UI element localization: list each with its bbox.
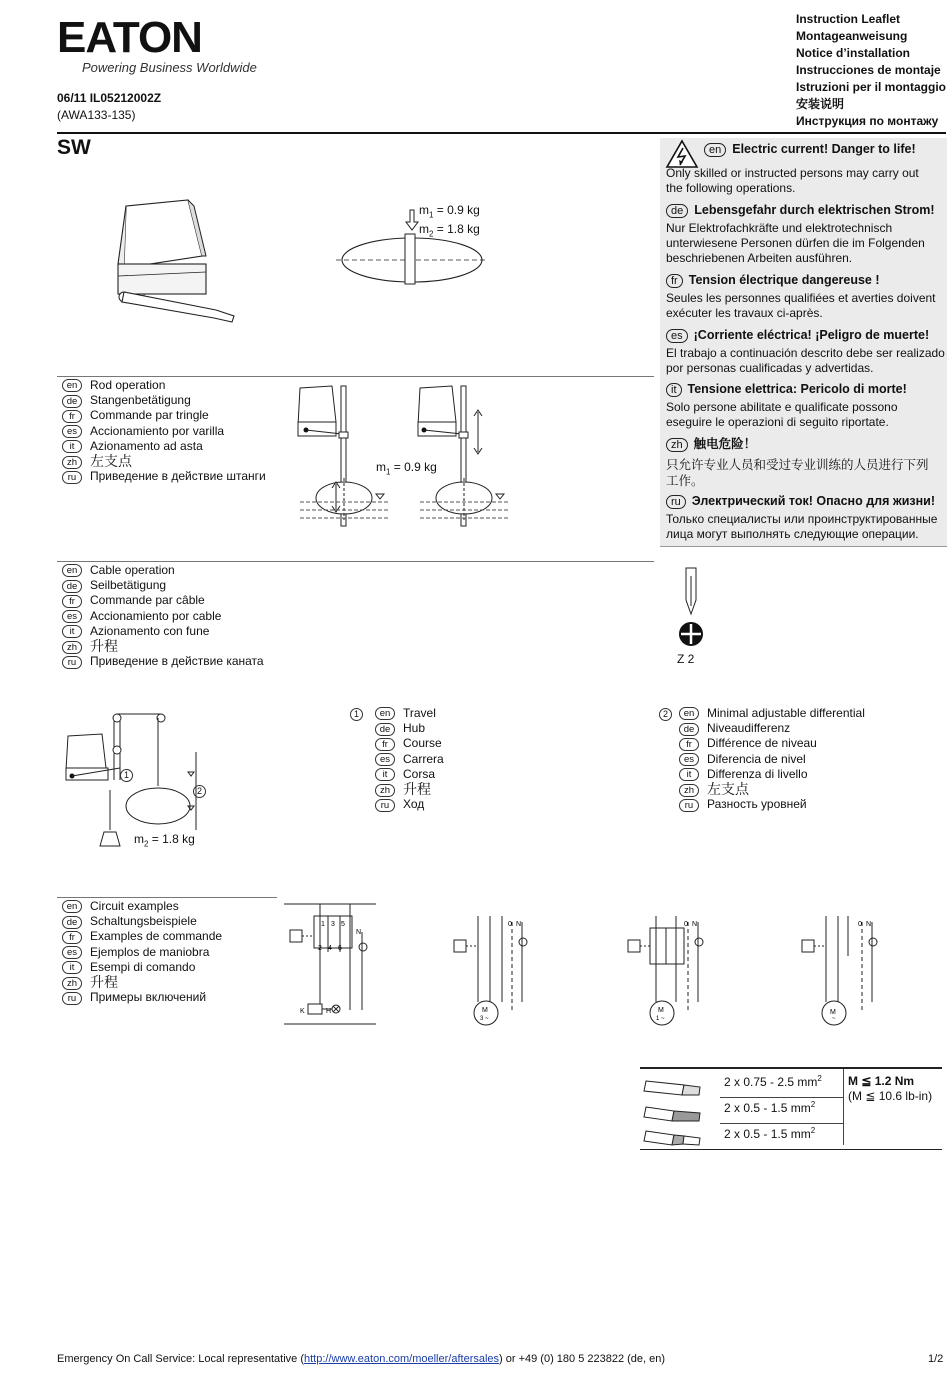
warning-fr-head: fr Tension électrique dangereuse !: [666, 273, 880, 288]
svg-text:N: N: [356, 929, 362, 936]
svg-text:4: 4: [328, 945, 332, 952]
svg-text:M: M: [830, 1009, 836, 1016]
list-item: zh 左支点: [62, 454, 266, 469]
warning-ru-head: ru Электрический ток! Опасно для жизни!: [666, 494, 935, 509]
list-item: it Corsa: [375, 767, 444, 782]
travel-number: 1: [350, 708, 363, 721]
warning-fr-body: Seules les personnes qualifiées et averties doivent exécuter les travaux ci-après.: [666, 291, 936, 320]
footer-service: Emergency On Call Service: Local representative (http://www.eaton.com/moeller/aftersales) or +49 (0) 180 5 223822 (de, en): [57, 1353, 666, 1365]
title-en: Instruction Leaflet: [796, 12, 901, 26]
weight-labels: $m_1 = 0.9$ kg $m_2 = 1.8$ kg: [419, 203, 480, 239]
document-number: 06/11 IL05212002Z: [57, 91, 162, 105]
circuit-diagram-3phase-motor: [452, 916, 532, 1028]
list-item: es Accionamiento por varilla: [62, 424, 266, 439]
list-item: de Niveaudifferenz: [679, 721, 865, 736]
svg-text:1 ~: 1 ~: [656, 1016, 665, 1022]
list-item: it Esempi di comando: [62, 960, 222, 975]
svg-text:K: K: [300, 1008, 305, 1015]
list-item: es Carrera: [375, 752, 444, 767]
float-switch-illustration: [110, 198, 245, 326]
list-item: de Hub: [375, 721, 444, 736]
travel-labels: [375, 706, 444, 812]
warning-it-body: Solo persone abilitate e qualificate possono eseguire le operazioni di seguito riportate.: [666, 400, 898, 429]
danger-warning-box: [660, 138, 947, 547]
document-models: (AWA133-135): [57, 108, 136, 122]
list-item: fr Commande par câble: [62, 593, 264, 608]
differential-labels: [679, 706, 865, 812]
rod-weight-label: $m_1 = 0.9$ kg: [376, 460, 437, 477]
warning-ru-body: Только специалисты или проинструктированные лица могут выполнять следующие операции.: [666, 512, 938, 541]
aftersales-link[interactable]: http://www.eaton.com/moeller/aftersales: [304, 1353, 500, 1365]
page-number: 1/2: [928, 1353, 944, 1365]
svg-text:N: N: [866, 921, 872, 928]
svg-text:1: 1: [321, 921, 325, 928]
section-divider: [57, 561, 654, 562]
rod-operation-labels: [62, 378, 266, 484]
list-item: es Diferencia de nivel: [679, 752, 865, 767]
list-item: zh 升程: [375, 782, 444, 797]
svg-text:N: N: [516, 921, 522, 928]
list-item: it Azionamento con fune: [62, 624, 264, 639]
section-divider: [57, 897, 277, 898]
list-item: ru Приведение в действие штанги: [62, 469, 266, 484]
circuit-examples-labels: [62, 899, 222, 1005]
svg-text:N: N: [692, 921, 698, 928]
list-item: fr Examples de commande: [62, 929, 222, 944]
cable-weight-label: $m_2 = 1.8$ kg: [134, 832, 195, 849]
list-item: ru Примеры включений: [62, 990, 222, 1005]
list-item: es Ejemplos de maniobra: [62, 945, 222, 960]
leaflet-titles: [796, 11, 946, 130]
svg-text:~: ~: [832, 1016, 836, 1022]
wire-spec-row: 2 x 0.5 - 1.5 $mm^2$: [724, 1126, 816, 1141]
list-item: zh 左支点: [679, 782, 865, 797]
warning-de-body: Nur Elektrofachkräfte und elektrotechnisch unterwiesene Personen dürfen die im Folgenden beschriebenen Arbeiten ausführen.: [666, 221, 925, 265]
svg-text:M: M: [658, 1007, 664, 1014]
svg-text:3 ~: 3 ~: [480, 1016, 489, 1022]
rod-operation-diagram: [290, 382, 520, 532]
warning-en-body: Only skilled or instructed persons may carry out the following operations.: [666, 166, 919, 195]
title-it: Istruzioni per il montaggio: [796, 80, 946, 94]
torque-lbin: (M ≦ 10.6 lb-in): [848, 1089, 933, 1103]
wire-end-icons: [644, 1075, 704, 1147]
callout-differential: 2: [193, 785, 206, 798]
circuit-diagram-contactor: [284, 902, 379, 1027]
warning-de-head: de Lebensgefahr durch elektrischen Strom!: [666, 203, 935, 218]
title-de: Montageanweisung: [796, 29, 908, 43]
svg-text:6: 6: [338, 945, 342, 952]
list-item: en Cable operation: [62, 563, 264, 578]
list-item: fr Course: [375, 736, 444, 751]
wire-spec-row: 2 x 0.75 - 2.5 $mm^2$: [724, 1074, 822, 1089]
callout-travel: 1: [120, 769, 133, 782]
warning-it-head: it Tensione elettrica: Pericolo di morte!: [666, 382, 907, 397]
list-item: zh 升程: [62, 975, 222, 990]
list-item: ru Приведение в действие каната: [62, 654, 264, 669]
cable-operation-diagram: [60, 710, 210, 850]
svg-text:5: 5: [341, 921, 345, 928]
screwdriver-icon: [678, 566, 708, 652]
title-es: Instrucciones de montaje: [796, 63, 941, 77]
list-item: ru Ход: [375, 797, 444, 812]
warning-zh-body: 只允许专业人员和受过专业训练的人员进行下列工作。: [666, 458, 929, 488]
list-item: zh 升程: [62, 639, 264, 654]
svg-text:H: H: [326, 1008, 332, 1015]
product-title: SW: [57, 136, 91, 159]
list-item: en Circuit examples: [62, 899, 222, 914]
list-item: de Seilbetätigung: [62, 578, 264, 593]
wire-torque-table: [640, 1067, 942, 1151]
svg-text:M: M: [482, 1007, 488, 1014]
eaton-logo: EATON: [57, 13, 202, 62]
list-item: fr Commande par tringle: [62, 408, 266, 423]
circuit-diagram-ac-motor: [800, 916, 880, 1028]
tool-size-label: Z 2: [677, 652, 695, 666]
title-ru: Инструкция по монтажу: [796, 114, 939, 128]
warning-es-body: El trabajo a continuación descrito debe ser realizado por personas cualificadas y advertidas.: [666, 346, 945, 375]
svg-text:0: 0: [858, 921, 862, 928]
list-item: fr Différence de niveau: [679, 736, 865, 751]
warning-en-head: en Electric current! Danger to life!: [704, 142, 916, 157]
differential-number: 2: [659, 708, 672, 721]
title-fr: Notice d’installation: [796, 46, 911, 60]
list-item: de Stangenbetätigung: [62, 393, 266, 408]
section-divider: [57, 376, 654, 377]
electric-hazard-icon: [666, 140, 698, 168]
warning-zh-head: zh 触电危险！: [666, 437, 756, 452]
cable-operation-labels: [62, 563, 264, 669]
list-item: de Schaltungsbeispiele: [62, 914, 222, 929]
wire-spec-row: 2 x 0.5 - 1.5 $mm^2$: [724, 1100, 816, 1115]
list-item: it Differenza di livello: [679, 767, 865, 782]
list-item: en Travel: [375, 706, 444, 721]
circuit-diagram-1phase-motor: [626, 916, 706, 1028]
list-item: en Rod operation: [62, 378, 266, 393]
svg-text:0: 0: [684, 921, 688, 928]
svg-text:0: 0: [508, 921, 512, 928]
list-item: es Accionamiento por cable: [62, 609, 264, 624]
warning-es-head: es ¡Corriente eléctrica! ¡Peligro de muerte!: [666, 328, 929, 343]
list-item: en Minimal adjustable differential: [679, 706, 865, 721]
header-rule: [57, 132, 946, 134]
list-item: it Azionamento ad asta: [62, 439, 266, 454]
svg-text:3: 3: [331, 921, 335, 928]
svg-text:2: 2: [318, 945, 322, 952]
brand-tagline: Powering Business Worldwide: [82, 60, 257, 75]
title-zh: 安装说明: [796, 97, 845, 111]
list-item: ru Разность уровней: [679, 797, 865, 812]
torque-nm: M ≦ 1.2 Nm: [848, 1074, 915, 1088]
